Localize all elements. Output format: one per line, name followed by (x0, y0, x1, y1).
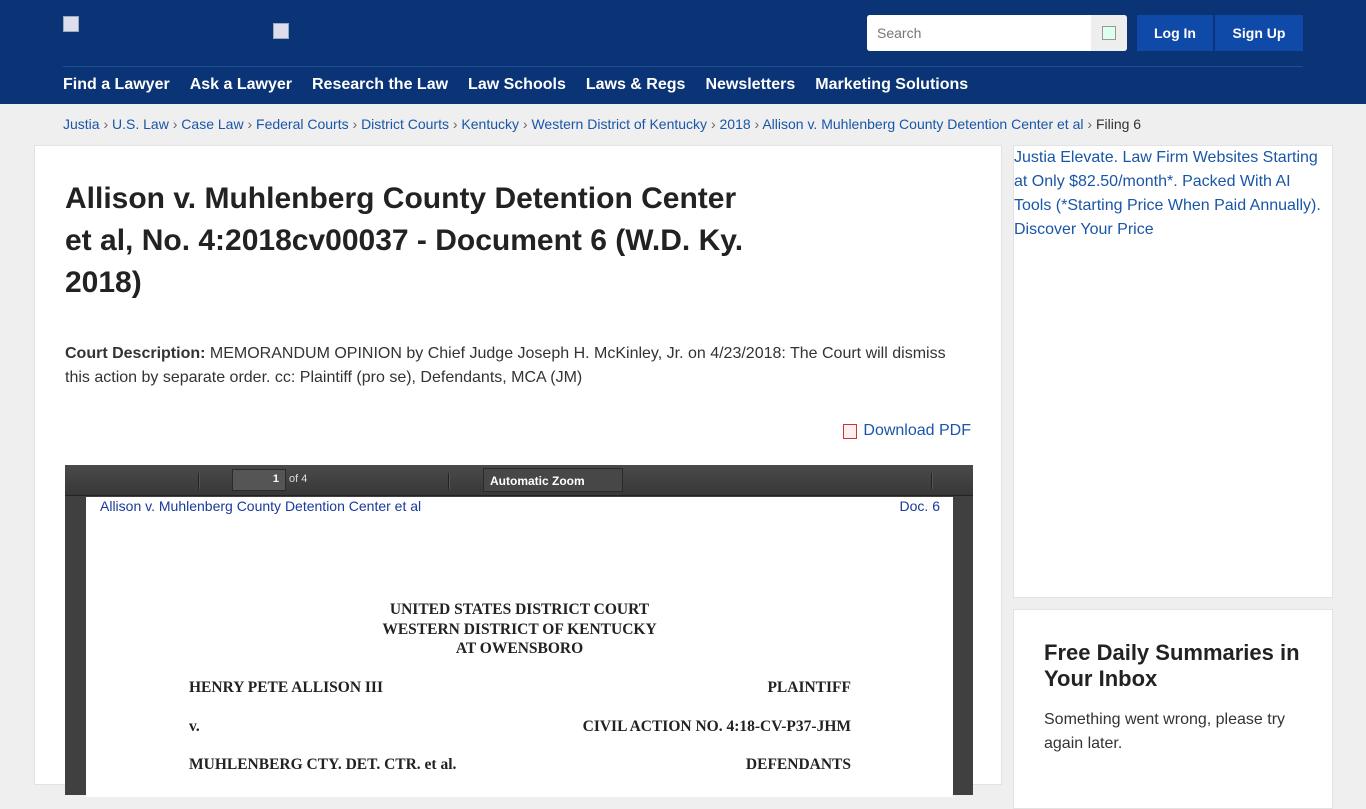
ad-banner[interactable] (1013, 145, 1333, 598)
page-title: Allison v. Muhlenberg County Detention Center et al, No. 4:2018cv00037 - Document 6 (W.D. Ky. 2018) (65, 182, 744, 299)
breadcrumb-link[interactable]: Federal Courts (256, 116, 349, 132)
site-header (0, 0, 1366, 104)
login-button[interactable]: Log In (1137, 15, 1213, 51)
breadcrumb-current: Filing 6 (1095, 116, 1142, 132)
download-pdf-link[interactable] (843, 422, 971, 440)
caption-row (189, 679, 851, 697)
ad-alt-text: Justia Elevate. Law Firm Websites Starting at Only $82.50/month*. Packed With AI Tools (*Starting Price When Paid Annually). Discover Your Price (1014, 149, 1321, 238)
nav-marketing[interactable]: Marketing Solutions (815, 76, 969, 93)
breadcrumb-separator: › (172, 116, 178, 132)
search-input[interactable] (867, 15, 1091, 51)
nav-research-law[interactable]: Research the Law (311, 76, 449, 93)
page-count: of 4 (289, 473, 308, 485)
caption-left: MUHLENBERG CTY. DET. CTR. et al. (189, 756, 457, 773)
breadcrumb-link[interactable]: Kentucky (461, 116, 520, 132)
breadcrumb-separator: › (754, 116, 760, 132)
justia-logo[interactable] (63, 16, 79, 32)
caption-right: DEFENDANTS (745, 756, 851, 773)
nav-laws-regs[interactable]: Laws & Regs (585, 76, 686, 93)
search-button[interactable] (1091, 15, 1127, 51)
nav-find-lawyer[interactable]: Find a Lawyer (63, 76, 170, 93)
caption-right: CIVIL ACTION NO. 4:18-CV-P37-JHM (582, 718, 851, 735)
breadcrumb-separator: › (522, 116, 528, 132)
divider (63, 66, 1303, 67)
toolbar-separator (198, 473, 200, 489)
court-line: AT OWENSBORO (455, 640, 584, 657)
nav-ask-lawyer[interactable]: Ask a Lawyer (189, 76, 292, 93)
breadcrumb-link[interactable]: U.S. Law (112, 116, 169, 132)
nav-law-schools[interactable]: Law Schools (468, 76, 566, 93)
breadcrumb-separator: › (247, 116, 253, 132)
breadcrumb-separator: › (352, 116, 358, 132)
breadcrumb-separator: › (710, 116, 716, 132)
pdf-page (86, 497, 953, 797)
caption-row (189, 756, 851, 774)
pdf-toolbar (65, 465, 973, 496)
signup-button[interactable]: Sign Up (1215, 15, 1303, 51)
desc-label: Court Description: (65, 345, 206, 362)
breadcrumb (63, 116, 1141, 132)
pdf-viewer (65, 465, 973, 795)
court-heading (86, 600, 953, 659)
search-icon (1102, 26, 1116, 40)
toolbar-separator (448, 473, 450, 489)
breadcrumb-separator: › (103, 116, 109, 132)
secondary-logo[interactable] (273, 23, 289, 39)
newsletter-widget (1013, 609, 1333, 809)
caption-row (189, 718, 851, 736)
breadcrumb-link[interactable]: District Courts (361, 116, 449, 132)
breadcrumb-separator: › (1087, 116, 1093, 132)
main-nav (63, 76, 968, 94)
page-number-input[interactable]: 1 (232, 469, 286, 491)
breadcrumb-separator: › (452, 116, 458, 132)
download-label: Download PDF (863, 422, 971, 439)
newsletter-error: Something went wrong, please try again later. (1044, 711, 1286, 752)
page-header-left[interactable]: Allison v. Muhlenberg County Detention Center et al (100, 498, 422, 514)
zoom-select[interactable]: Automatic Zoom (483, 468, 623, 492)
breadcrumb-link[interactable]: Western District of Kentucky (531, 116, 708, 132)
breadcrumb-link[interactable]: 2018 (719, 116, 751, 132)
breadcrumb-link[interactable]: Case Law (181, 116, 244, 132)
breadcrumb-link[interactable]: Allison v. Muhlenberg County Detention Center et al (762, 116, 1084, 132)
nav-newsletters[interactable]: Newsletters (705, 76, 796, 93)
desc-text: MEMORANDUM OPINION by Chief Judge Joseph H. McKinley, Jr. on 4/23/2018: The Court will dismiss this action by separate order. cc: Plaintiff (pro se), Defendants, MCA (JM) (65, 345, 946, 386)
toolbar-separator (931, 473, 933, 489)
caption-left: HENRY PETE ALLISON III (189, 679, 383, 696)
caption-right: PLAINTIFF (767, 679, 851, 696)
search-box (867, 15, 1127, 51)
main-content (34, 145, 1002, 785)
court-line: WESTERN DISTRICT OF KENTUCKY (382, 620, 657, 638)
court-line: UNITED STATES DISTRICT COURT (389, 601, 650, 618)
newsletter-title: Free Daily Summaries in Your Inbox (1044, 640, 1300, 691)
court-description (65, 342, 965, 390)
pdf-icon (843, 424, 857, 439)
page-header-right[interactable]: Doc. 6 (899, 498, 940, 514)
breadcrumb-link[interactable]: Justia (63, 116, 100, 132)
caption-left: v. (189, 718, 200, 735)
